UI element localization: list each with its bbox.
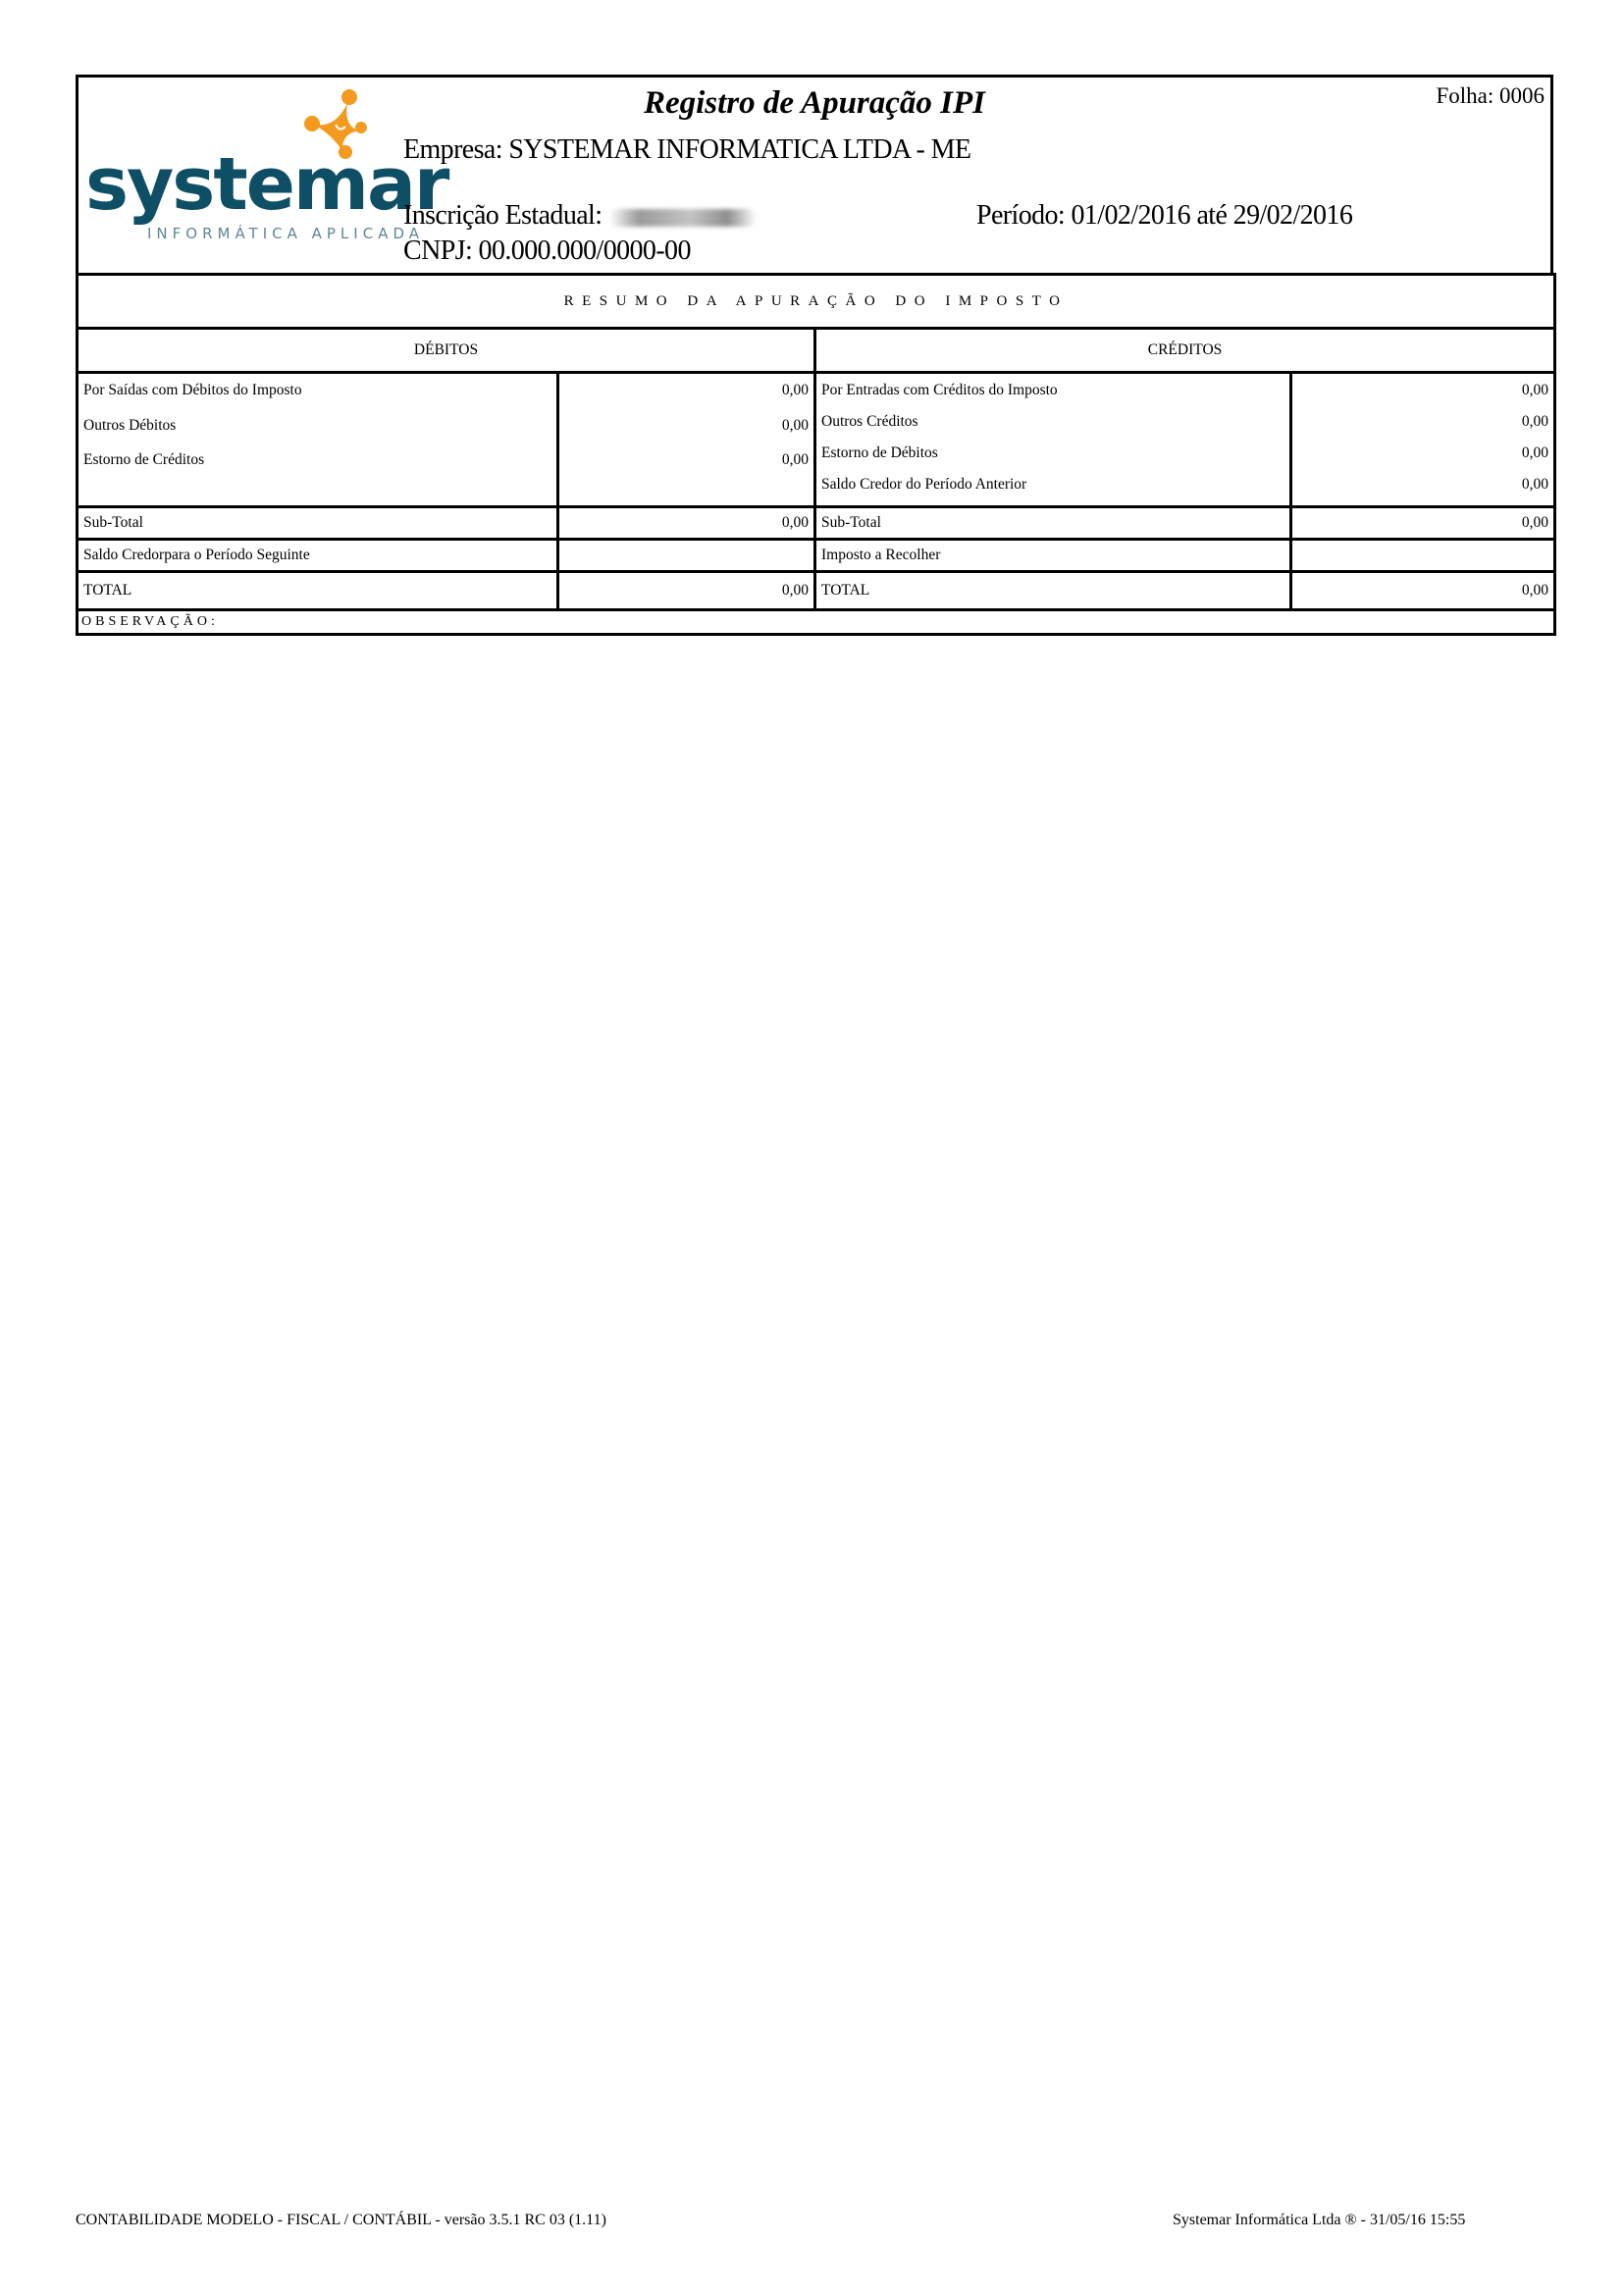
credit-value: 0,00 [1521, 413, 1549, 430]
debit-label: Por Saídas com Débitos do Imposto [83, 382, 302, 398]
credits-subtotal-label: Sub-Total [815, 507, 1291, 540]
footer-software-version: CONTABILIDADE MODELO - FISCAL / CONTÁBIL - versão 3.5.1 RC 03 (1.11) [76, 2212, 606, 2228]
credit-label: Saldo Credor do Período Anterior [821, 476, 1027, 493]
debit-value: 0,00 [781, 382, 809, 398]
credits-balance-label: Imposto a Recolher [815, 540, 1291, 572]
credit-value: 0,00 [1521, 382, 1549, 398]
section-title: RESUMO DA APURAÇÃO DO IMPOSTO [78, 275, 1555, 329]
credit-label: Por Entradas com Créditos do Imposto [821, 382, 1058, 398]
credits-balance-value [1291, 540, 1555, 572]
period: Período: 01/02/2016 até 29/02/2016 [976, 200, 1353, 231]
credit-value: 0,00 [1521, 476, 1549, 493]
cnpj: CNPJ: 00.000.000/0000-00 [403, 235, 691, 266]
debit-label: Estorno de Créditos [83, 451, 205, 468]
credit-label: Estorno de Débitos [821, 444, 938, 461]
redacted-value [609, 209, 757, 227]
debits-balance-value [558, 540, 815, 572]
credits-total-value: 0,00 [1291, 572, 1555, 610]
credits-subtotal-value: 0,00 [1291, 507, 1555, 540]
state-registration [403, 200, 757, 232]
company-name: Empresa: SYSTEMAR INFORMATICA LTDA - ME [403, 134, 971, 165]
debit-value: 0,00 [781, 451, 809, 468]
report-frame [76, 75, 1553, 664]
credits-values [1291, 373, 1555, 507]
sheet-number: Folha: 0006 [1436, 83, 1545, 108]
debits-subtotal-label: Sub-Total [78, 507, 558, 540]
svg-text:INFORMÁTICA APLICADA: INFORMÁTICA APLICADA [147, 225, 424, 242]
debit-value: 0,00 [781, 416, 809, 434]
debits-header: DÉBITOS [78, 329, 815, 373]
report-header [76, 75, 1553, 276]
debits-values [558, 373, 815, 507]
document-title: Registro de Apuração IPI [643, 85, 986, 121]
debits-labels [78, 373, 558, 507]
state-registration-label: Inscrição Estadual: [403, 200, 602, 231]
debit-label: Outros Débitos [83, 416, 177, 434]
credit-label: Outros Créditos [821, 413, 918, 430]
debits-total-value: 0,00 [558, 572, 815, 610]
tax-summary-table [76, 273, 1556, 636]
credit-value: 0,00 [1521, 444, 1549, 461]
credits-header: CRÉDITOS [815, 329, 1555, 373]
observation: OBSERVAÇÃO: [78, 610, 1555, 635]
footer-issuer-timestamp: Systemar Informática Ltda ® - 31/05/16 15:55 [1173, 2212, 1466, 2228]
svg-text:systemar: systemar [85, 142, 448, 227]
credits-total-label: TOTAL [815, 572, 1291, 610]
debits-total-label: TOTAL [78, 572, 558, 610]
credits-labels [815, 373, 1291, 507]
debits-subtotal-value: 0,00 [558, 507, 815, 540]
debits-balance-label: Saldo Credorpara o Período Seguinte [78, 540, 558, 572]
